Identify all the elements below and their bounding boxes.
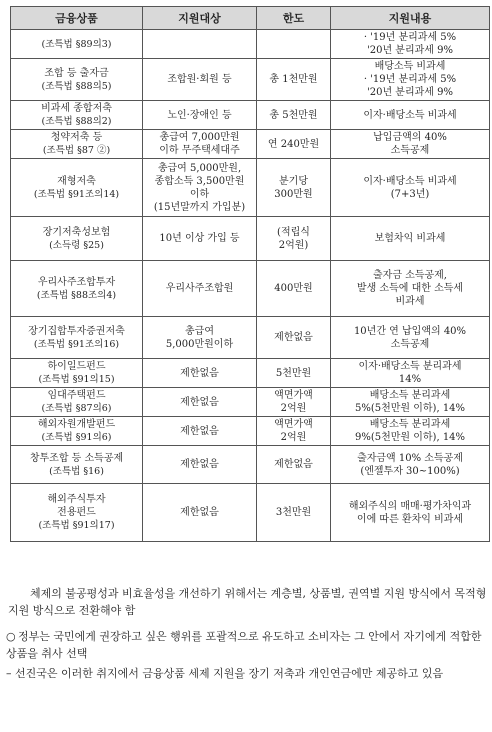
cell-target: 제한없음 [143, 446, 257, 484]
cell-target: 조합원·회원 등 [143, 59, 257, 101]
product-name: 우리사주조합투자 [37, 276, 116, 288]
cell-support: 배당소득 비과세 · '19년 분리과세 5% '20년 분리과세 9% [331, 59, 490, 101]
product-law-reference: (소득령 §25) [49, 239, 104, 251]
product-name: 하이일드펀드 [47, 361, 106, 372]
table-row [11, 261, 490, 317]
cell-product [11, 217, 143, 261]
product-name: 창투조합 등 소득공제 [29, 452, 124, 464]
cell-target: 제한없음 [143, 417, 257, 446]
paragraph-reform: 체제의 불공평성과 비효율성을 개선하기 위해서는 계층별, 상품별, 권역별 지원 방식에서 목적형 지원 방식으로 전환해야 함 [8, 587, 487, 617]
financial-products-table [10, 6, 490, 542]
cell-limit: 총 5천만원 [257, 101, 331, 130]
product-law-reference: (조특법 §91조의16) [33, 338, 120, 350]
cell-target: 노인·장애인 등 [143, 101, 257, 130]
cell-limit: 400만원 [257, 261, 331, 317]
product-law-reference: (조특법 §91조의14) [33, 188, 120, 200]
cell-support: 배당소득 분리과세 9%(5천만원 이하), 14% [331, 417, 490, 446]
product-law-reference: (조특법 §87의6) [41, 403, 112, 414]
product-name: 임대주택펀드 [47, 390, 106, 401]
cell-support: 이자·배당소득 비과세 (7+3년) [331, 159, 490, 217]
table-row [11, 130, 490, 159]
cell-limit: 분기당 300만원 [257, 159, 331, 217]
header-target: 지원대상 [143, 7, 257, 30]
cell-product [11, 130, 143, 159]
table-row [11, 101, 490, 130]
cell-support: 해외주식의 매매·평가차익과 이에 따른 환차익 비과세 [331, 484, 490, 542]
cell-limit [257, 30, 331, 59]
cell-support: 출자금 소득공제, 발생 소득에 대한 소득세 비과세 [331, 261, 490, 317]
cell-support: 보험차익 비과세 [331, 217, 490, 261]
product-law-reference: (조특법 §91의6) [41, 432, 112, 443]
product-name: 장기저축성보험 [42, 226, 111, 238]
table-row [11, 359, 490, 388]
cell-support: 납입금액의 40% 소득공제 [331, 130, 490, 159]
cell-target: 10년 이상 가입 등 [143, 217, 257, 261]
table-row [11, 30, 490, 59]
product-name: 장기집합투자증권저축 [28, 325, 125, 337]
cell-target: 우리사주조합원 [143, 261, 257, 317]
cell-product [11, 359, 143, 388]
paragraph-government [6, 628, 486, 662]
product-law-reference: (조특법 §88의2) [41, 116, 112, 127]
product-law-reference: (조특법 §88의5) [41, 80, 112, 92]
cell-product [11, 446, 143, 484]
table-row [11, 217, 490, 261]
cell-target: 총급여 5,000만원이하 [143, 317, 257, 359]
table-row [11, 388, 490, 417]
cell-support: 이자·배당소득 분리과세 14% [331, 359, 490, 388]
product-law-reference: (조특법 §89의3) [41, 38, 112, 50]
table-row [11, 446, 490, 484]
cell-target: 총급여 7,000만원 이하 무주택세대주 [143, 130, 257, 159]
cell-limit: 3천만원 [257, 484, 331, 542]
cell-limit: 액면가액 2억원 [257, 417, 331, 446]
paragraph-advanced-countries: – 선진국은 이러한 취지에서 금융상품 세제 지원을 장기 저축과 개인연금에만 제공하고 있음 [6, 667, 444, 680]
cell-support: 배당소득 분리과세 5%(5천만원 이하), 14% [331, 388, 490, 417]
cell-support: 10년간 연 납입액의 40% 소득공제 [331, 317, 490, 359]
product-law-reference: (조특법 §91의15) [38, 374, 115, 385]
cell-product [11, 59, 143, 101]
cell-support: 이자·배당소득 비과세 [331, 101, 490, 130]
product-name: 조합 등 출자금 [44, 67, 109, 79]
cell-target: 총급여 5,000만원, 종합소득 3,500만원 이하 (15년말까지 가입분) [143, 159, 257, 217]
table-row [11, 59, 490, 101]
product-name: 해외자원개발펀드 [37, 419, 116, 430]
table-header-row [11, 7, 490, 30]
bullet-circle: ○ [6, 630, 16, 643]
header-limit: 한도 [257, 7, 331, 30]
cell-target: 제한없음 [143, 359, 257, 388]
cell-product [11, 101, 143, 130]
cell-limit: 액면가액 2억원 [257, 388, 331, 417]
product-law-reference: (조특법 §91의17) [38, 520, 115, 531]
cell-limit: 연 240만원 [257, 130, 331, 159]
table-row [11, 484, 490, 542]
cell-limit: 제한없음 [257, 446, 331, 484]
table-row [11, 317, 490, 359]
product-name: 재형저축 [57, 175, 96, 187]
cell-product [11, 30, 143, 59]
header-support: 지원내용 [331, 7, 490, 30]
cell-product [11, 388, 143, 417]
product-name: 비과세 종합저축 [41, 103, 112, 114]
cell-support: · '19년 분리과세 5% '20년 분리과세 9% [331, 30, 490, 59]
cell-limit: 총 1천만원 [257, 59, 331, 101]
product-law-reference: (조특법 §16) [49, 465, 104, 477]
cell-limit: (적립식 2억원) [257, 217, 331, 261]
cell-product [11, 261, 143, 317]
product-law-reference: (조특법 §88조의4) [36, 289, 117, 301]
cell-product [11, 159, 143, 217]
cell-product [11, 417, 143, 446]
header-product: 금융상품 [11, 7, 143, 30]
cell-product [11, 484, 143, 542]
table-row [11, 159, 490, 217]
cell-target [143, 30, 257, 59]
cell-support: 출자금액 10% 소득공제 (엔젤투자 30~100%) [331, 446, 490, 484]
product-name: 해외주식투자 전용펀드 [47, 494, 106, 518]
cell-product [11, 317, 143, 359]
paragraph-government-text: 정부는 국민에게 권장하고 싶은 행위를 포괄적으로 유도하고 소비자는 그 안에서 자기에게 적합한 상품을 취사 선택 [6, 630, 482, 660]
cell-limit: 제한없음 [257, 317, 331, 359]
cell-target: 제한없음 [143, 388, 257, 417]
table-row [11, 417, 490, 446]
cell-target: 제한없음 [143, 484, 257, 542]
product-name: 청약저축 등 [50, 132, 103, 143]
cell-limit: 5천만원 [257, 359, 331, 388]
product-law-reference: (조특법 §87 ②) [42, 145, 111, 156]
